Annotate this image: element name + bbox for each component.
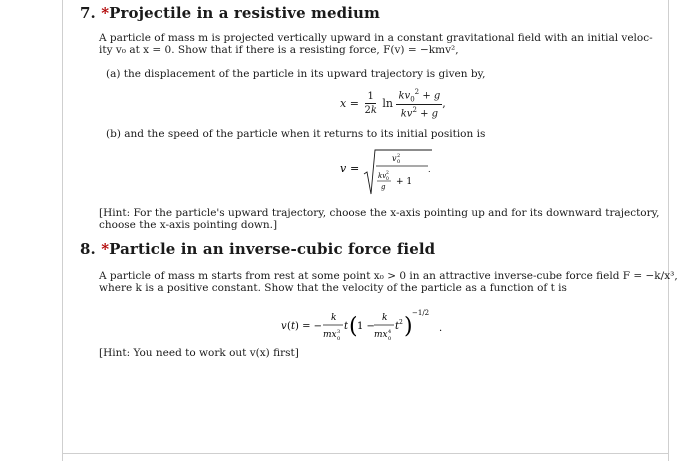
svg-text:(: ( <box>287 321 291 332</box>
svg-text:1 −: 1 − <box>357 321 375 332</box>
svg-text:v: v <box>392 154 397 163</box>
svg-text:): ) <box>404 314 413 339</box>
velocity-expression <box>281 306 466 346</box>
equation-return-speed <box>340 148 435 201</box>
problem-8-title: Particle in an inverse-cubic force field <box>109 240 436 258</box>
page-border-bottom <box>62 453 669 454</box>
svg-text:v: v <box>281 321 287 332</box>
svg-text:t: t <box>344 321 349 332</box>
svg-text:0: 0 <box>337 336 341 342</box>
problem-8-hint: [Hint: You need to work out v(x) first] <box>99 347 299 359</box>
svg-text:0: 0 <box>386 177 389 182</box>
sqrt-expression <box>340 148 435 198</box>
equation-velocity-time <box>281 306 466 349</box>
svg-text:0: 0 <box>388 336 392 342</box>
svg-text:.: . <box>439 323 443 334</box>
problem-7-heading <box>80 4 380 22</box>
problem-7-intro-line1: A particle of mass m is projected vertically upward in a constant gravitational field with an initial veloc- <box>99 32 653 44</box>
svg-text:mx: mx <box>323 330 337 340</box>
svg-text:v: v <box>340 162 347 175</box>
problem-8-star: * <box>101 240 110 258</box>
svg-text:k: k <box>331 313 337 323</box>
svg-text:g: g <box>381 183 386 191</box>
svg-text:4: 4 <box>388 329 392 335</box>
svg-text:−1/2: −1/2 <box>412 309 430 317</box>
problem-7-intro-line2: ity v₀ at x = 0. Show that if there is a resisting force, F(v) = −kmv², <box>99 44 459 56</box>
svg-text:kv: kv <box>378 172 387 180</box>
svg-text:.: . <box>428 165 431 174</box>
problem-7-part-b: (b) and the speed of the particle when it returns to its initial position is <box>106 128 486 140</box>
svg-text:2: 2 <box>386 171 389 176</box>
problem-7-hint-line2: choose the x-axis pointing down.] <box>99 219 278 231</box>
problem-7-hint-line1: [Hint: For the particle's upward trajectory, choose the x-axis pointing up and for its downward trajectory, <box>99 207 660 219</box>
svg-text:+ 1: + 1 <box>396 177 413 187</box>
svg-text:) = −: ) = − <box>295 321 323 332</box>
problem-8-heading <box>80 240 435 258</box>
page-border-left <box>62 0 63 461</box>
svg-text:(: ( <box>349 314 358 339</box>
svg-text:t: t <box>395 321 400 332</box>
svg-text:=: = <box>350 162 360 175</box>
problem-7-number: 7. <box>80 4 96 22</box>
problem-7-title: Projectile in a resistive medium <box>109 4 381 22</box>
problem-8-intro-line2: where k is a positive constant. Show that the velocity of the particle as a function of t is <box>99 282 567 294</box>
svg-text:2: 2 <box>399 319 403 326</box>
equation-displacement: x = $\frac{1}{2k}$ ln $\frac{kv_0^2 + g}{kv^2 + g}$ , <box>340 88 446 120</box>
page-border-right <box>668 0 669 461</box>
problem-8-number: 8. <box>80 240 96 258</box>
problem-7-star: * <box>101 4 110 22</box>
svg-text:k: k <box>382 313 388 323</box>
svg-text:t: t <box>291 321 296 332</box>
svg-text:2: 2 <box>397 153 401 159</box>
problem-8-intro-line1: A particle of mass m starts from rest at some point x₀ > 0 in an attractive inverse-cube force field F = −k/x³, <box>99 270 678 282</box>
problem-7-part-a: (a) the displacement of the particle in its upward trajectory is given by, <box>106 68 486 80</box>
svg-text:mx: mx <box>374 330 388 340</box>
svg-text:0: 0 <box>397 159 401 165</box>
svg-text:3: 3 <box>337 329 341 335</box>
